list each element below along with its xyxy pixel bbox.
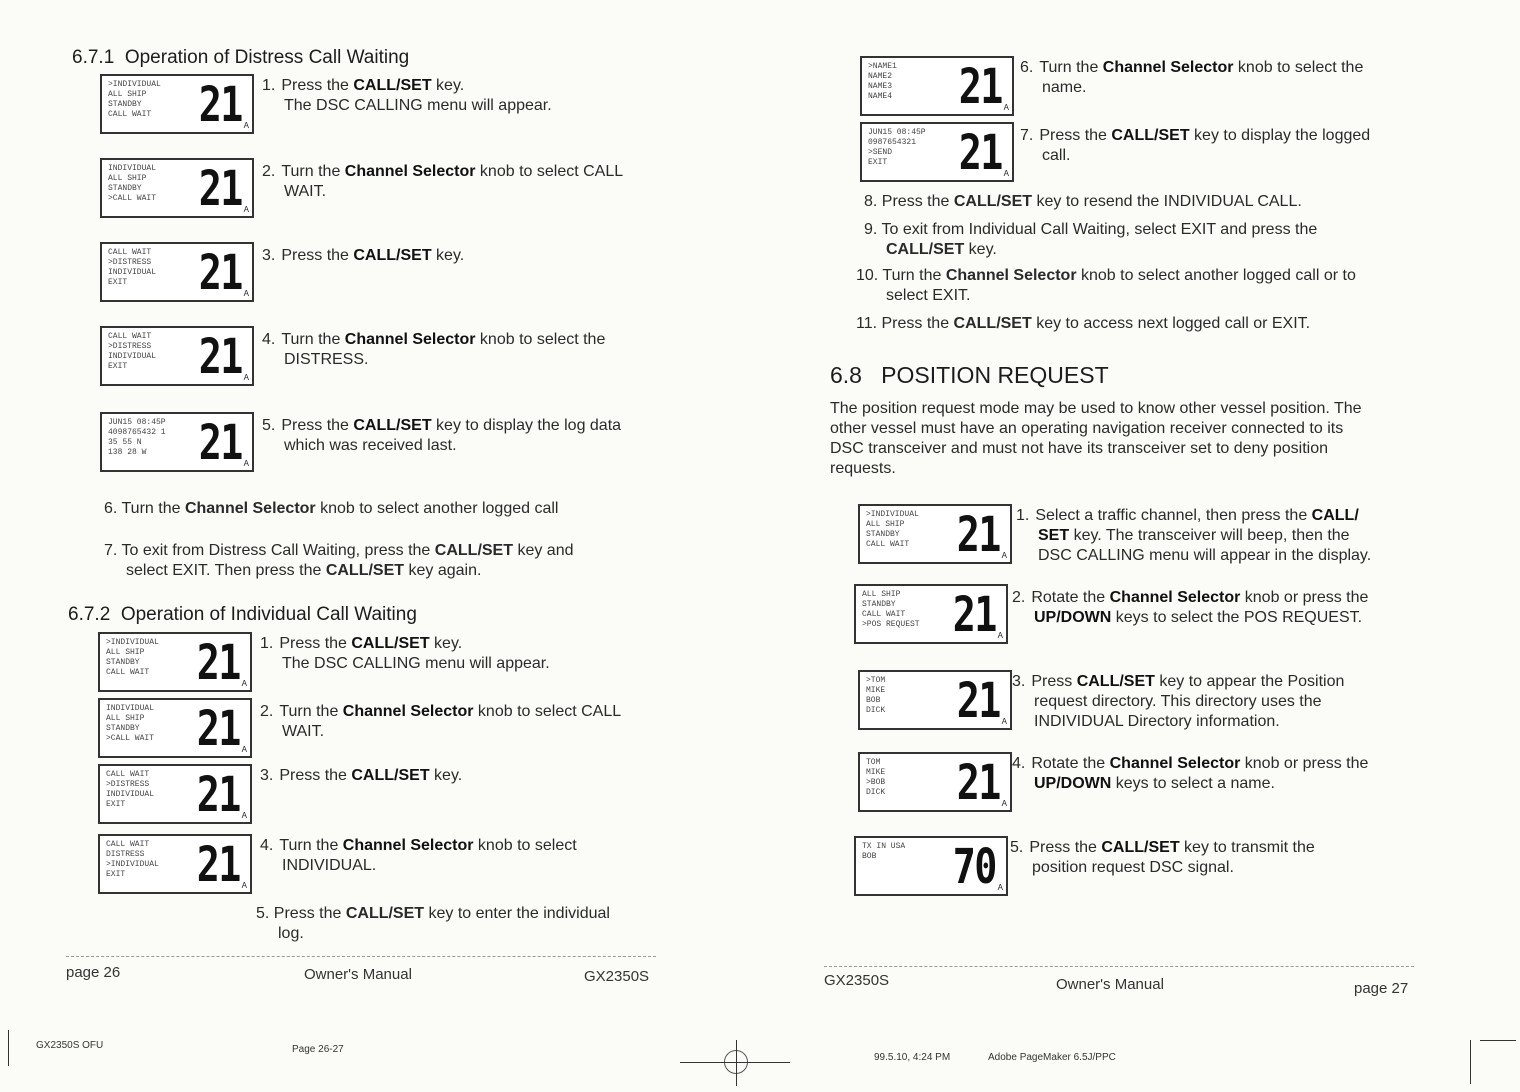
lcd-menu-line: INDIVIDUAL <box>108 352 157 361</box>
lcd-display <box>854 836 1008 896</box>
step-text: knob to select another logged call <box>315 500 559 517</box>
intro-line: requests. <box>830 460 896 477</box>
section-number: 6.8 <box>830 362 862 388</box>
lcd-channel-suffix: A <box>243 289 249 298</box>
lcd-menu-line: CALL WAIT <box>866 540 910 549</box>
step-text: Rotate the <box>1031 589 1110 606</box>
lcd-channel-suffix: A <box>1001 717 1007 726</box>
lcd-menu-line: INDIVIDUAL <box>108 268 157 277</box>
step-text: Turn the <box>279 703 343 720</box>
step-text: request directory. This directory uses the <box>1034 693 1322 710</box>
step-text: 10. Turn the <box>856 267 946 284</box>
step-item <box>1012 754 1368 794</box>
step-item <box>1020 126 1370 166</box>
lcd-menu-line: >CALL WAIT <box>106 734 155 743</box>
step-text: knob to select CALL <box>475 163 624 180</box>
lcd-menu-line: 0987654321 <box>868 138 917 147</box>
lcd-channel-suffix: A <box>997 631 1003 640</box>
lcd-menu-line: >SEND <box>868 148 893 157</box>
lcd-display <box>98 698 252 758</box>
step-text: Press the <box>279 767 352 784</box>
step-bold: CALL/SET <box>353 417 432 434</box>
lcd-channel-number: 21 <box>956 755 1000 811</box>
step-671-6 <box>104 499 558 519</box>
step-item <box>1010 838 1315 878</box>
print-application: Adobe PageMaker 6.5J/PPC <box>988 1052 1116 1063</box>
step-text: select EXIT. <box>886 287 971 304</box>
lcd-channel-number: 70 <box>952 839 996 895</box>
step-bold: CALL/SET <box>953 193 1033 210</box>
step-item <box>1012 672 1344 732</box>
lcd-menu-text <box>108 248 184 288</box>
step-number: 4. <box>260 837 274 854</box>
step-bold: Channel Selector <box>344 163 476 180</box>
step-bold: Channel Selector <box>945 267 1077 284</box>
lcd-menu-line: ALL SHIP <box>866 520 905 529</box>
lcd-menu-line: BOB <box>866 696 881 705</box>
step-item <box>262 76 552 116</box>
step-text: key to resend the INDIVIDUAL CALL. <box>1032 193 1302 210</box>
step-bold: Channel Selector <box>184 500 316 517</box>
lcd-menu-line: JUN15 08:45P <box>868 128 926 137</box>
step-9 <box>864 220 1317 260</box>
step-bold: CALL/ <box>1311 507 1359 524</box>
lcd-menu-line: >DISTRESS <box>106 780 150 789</box>
footer-page-number: page 26 <box>66 964 121 981</box>
lcd-menu-line: STANDBY <box>108 184 142 193</box>
crop-mark <box>1470 1040 1471 1084</box>
step-bold: CALL/SET <box>1111 127 1190 144</box>
step-10 <box>856 266 1356 306</box>
step-text: INDIVIDUAL. <box>282 857 377 874</box>
lcd-channel-suffix: A <box>243 205 249 214</box>
lcd-menu-line: STANDBY <box>866 530 900 539</box>
step-text: name. <box>1042 79 1087 96</box>
step-bold: CALL/SET <box>345 905 425 922</box>
lcd-channel-number: 21 <box>196 767 240 823</box>
step-bold: CALL/SET <box>353 77 432 94</box>
footer-model: GX2350S <box>584 968 650 985</box>
lcd-channel-number: 21 <box>196 701 240 757</box>
step-bold: Channel Selector <box>342 837 474 854</box>
lcd-menu-line: ALL SHIP <box>108 174 147 183</box>
step-bold: CALL/SET <box>325 562 405 579</box>
lcd-menu-line: DICK <box>866 788 886 797</box>
lcd-menu-text <box>866 758 942 798</box>
step-bold: CALL/SET <box>1101 839 1180 856</box>
lcd-channel-number: 21 <box>198 77 242 133</box>
lcd-menu-line: STANDBY <box>106 724 140 733</box>
step-text: key. <box>431 247 465 264</box>
lcd-channel-suffix: A <box>243 459 249 468</box>
lcd-menu-line: 4098765432 1 <box>108 428 166 437</box>
lcd-display <box>100 74 254 134</box>
lcd-display <box>100 326 254 386</box>
lcd-channel-number: 21 <box>198 161 242 217</box>
step-text: Press the <box>279 635 352 652</box>
lcd-menu-line: 35 55 N <box>108 438 142 447</box>
lcd-channel-suffix: A <box>1003 169 1009 178</box>
section-heading-672 <box>68 604 417 626</box>
step-text: 8. Press the <box>864 193 954 210</box>
step-text: Press the <box>281 417 354 434</box>
step-number: 2. <box>262 163 276 180</box>
lcd-menu-line: NAME4 <box>868 92 893 101</box>
step-text: key. <box>431 77 465 94</box>
lcd-channel-suffix: A <box>997 883 1003 892</box>
lcd-menu-line: CALL WAIT <box>862 610 906 619</box>
print-timestamp: 99.5.10, 4:24 PM <box>874 1052 951 1063</box>
lcd-menu-line: CALL WAIT <box>108 110 152 119</box>
lcd-menu-text <box>868 62 944 102</box>
lcd-channel-suffix: A <box>241 811 247 820</box>
step-number: 3. <box>262 247 276 264</box>
lcd-menu-line: TOM <box>866 758 881 767</box>
step-item <box>260 836 577 876</box>
step-672-5 <box>256 904 610 944</box>
intro-line: The position request mode may be used to know other vessel position. The <box>830 400 1362 417</box>
lcd-menu-line: INDIVIDUAL <box>106 704 155 713</box>
step-text: knob or press the <box>1240 589 1369 606</box>
step-text: WAIT. <box>282 723 325 740</box>
lcd-menu-line: >BOB <box>866 778 886 787</box>
lcd-menu-line: CALL WAIT <box>108 332 152 341</box>
lcd-menu-line: INDIVIDUAL <box>106 790 155 799</box>
lcd-menu-line: ALL SHIP <box>106 648 145 657</box>
lcd-menu-text <box>108 418 184 458</box>
lcd-menu-text <box>106 704 182 744</box>
lcd-channel-number: 21 <box>196 837 240 893</box>
lcd-menu-text <box>106 638 182 678</box>
step-text: 5. Press the <box>256 905 346 922</box>
lcd-menu-line: STANDBY <box>108 100 142 109</box>
lcd-menu-line: >DISTRESS <box>108 342 152 351</box>
step-bold: SET <box>1038 527 1070 544</box>
print-slug: GX2350S OFU <box>36 1040 104 1051</box>
step-text: knob or press the <box>1240 755 1369 772</box>
lcd-menu-line: NAME2 <box>868 72 893 81</box>
step-text: Press the <box>281 77 354 94</box>
lcd-menu-line: MIKE <box>866 686 886 695</box>
lcd-menu-line: NAME3 <box>868 82 893 91</box>
lcd-display <box>858 504 1012 564</box>
lcd-menu-line: >CALL WAIT <box>108 194 157 203</box>
step-number: 5. <box>262 417 276 434</box>
lcd-channel-number: 21 <box>956 507 1000 563</box>
lcd-menu-line: CALL WAIT <box>106 668 150 677</box>
section-title: Operation of Distress Call Waiting <box>124 47 410 68</box>
step-bold: CALL/SET <box>353 247 432 264</box>
footer-rule <box>824 966 1414 967</box>
intro-line: DSC transceiver and must not have its transceiver set to deny position <box>830 440 1329 457</box>
lcd-display <box>98 834 252 894</box>
lcd-display <box>100 242 254 302</box>
step-text: knob to select the <box>475 331 606 348</box>
lcd-channel-number: 21 <box>198 329 242 385</box>
lcd-channel-number: 21 <box>956 673 1000 729</box>
lcd-display <box>858 670 1012 730</box>
lcd-menu-line: EXIT <box>106 800 126 809</box>
lcd-menu-line: >NAME1 <box>868 62 897 71</box>
step-text: which was received last. <box>284 437 457 454</box>
step-number: 4. <box>262 331 276 348</box>
step-number: 3. <box>1012 673 1026 690</box>
lcd-menu-line: ALL SHIP <box>106 714 145 723</box>
step-text: Select a traffic channel, then press the <box>1035 507 1312 524</box>
step-text: call. <box>1042 147 1071 164</box>
step-text: knob to select <box>473 837 577 854</box>
lcd-menu-line: EXIT <box>108 278 128 287</box>
lcd-channel-number: 21 <box>958 59 1002 115</box>
step-bold: CALL/SET <box>1076 673 1155 690</box>
lcd-menu-line: >INDIVIDUAL <box>866 510 919 519</box>
lcd-display <box>854 584 1008 644</box>
step-text: knob to select the <box>1233 59 1364 76</box>
step-text: key. <box>964 241 997 258</box>
step-text: WAIT. <box>284 183 327 200</box>
step-bold: Channel Selector <box>1109 755 1241 772</box>
step-8 <box>864 192 1302 212</box>
lcd-menu-text <box>866 676 942 716</box>
step-671-7 <box>104 541 573 581</box>
lcd-display <box>100 412 254 472</box>
lcd-menu-line: STANDBY <box>106 658 140 667</box>
footer-model: GX2350S <box>824 972 890 989</box>
step-bold: CALL/SET <box>351 767 430 784</box>
lcd-menu-line: >INDIVIDUAL <box>106 860 159 869</box>
step-bold: UP/DOWN <box>1034 775 1112 792</box>
step-text: key and <box>513 542 574 559</box>
step-text: key to transmit the <box>1179 839 1315 856</box>
step-item <box>262 246 464 266</box>
lcd-display <box>860 56 1014 116</box>
lcd-display <box>100 158 254 218</box>
step-text: 7. To exit from Distress Call Waiting, press the <box>104 542 435 559</box>
lcd-menu-line: >INDIVIDUAL <box>106 638 159 647</box>
section-heading-671 <box>72 47 409 69</box>
lcd-menu-text <box>106 840 182 880</box>
lcd-menu-line: BOB <box>862 852 877 861</box>
right-page <box>760 0 1520 1092</box>
lcd-channel-suffix: A <box>241 881 247 890</box>
step-text: Press <box>1031 673 1077 690</box>
step-text: Turn the <box>1039 59 1103 76</box>
lcd-channel-suffix: A <box>241 745 247 754</box>
lcd-menu-line: ALL SHIP <box>862 590 901 599</box>
footer-page-number: page 27 <box>1354 980 1409 997</box>
lcd-channel-suffix: A <box>241 679 247 688</box>
step-number: 1. <box>260 635 274 652</box>
footer-rule <box>66 956 656 957</box>
step-item <box>260 702 621 742</box>
lcd-menu-text <box>862 590 938 630</box>
lcd-menu-line: >POS REQUEST <box>862 620 920 629</box>
step-text: knob to select another logged call or to <box>1076 267 1356 284</box>
step-text: 11. Press the <box>856 315 954 332</box>
step-number: 2. <box>260 703 274 720</box>
step-text: key to access next logged call or EXIT. <box>1031 315 1311 332</box>
lcd-menu-text <box>862 842 938 862</box>
step-bold: CALL/SET <box>351 635 430 652</box>
lcd-menu-line: ALL SHIP <box>108 90 147 99</box>
step-text: key to display the logged <box>1189 127 1371 144</box>
lcd-channel-suffix: A <box>1001 551 1007 560</box>
step-bold: Channel Selector <box>344 331 476 348</box>
lcd-channel-suffix: A <box>1001 799 1007 808</box>
step-text: The DSC CALLING menu will appear. <box>282 655 550 672</box>
step-item <box>1016 506 1371 566</box>
step-text: key to display the log data <box>431 417 622 434</box>
lcd-display <box>98 632 252 692</box>
step-bold: CALL/SET <box>434 542 513 559</box>
lcd-menu-text <box>868 128 944 168</box>
step-bold: Channel Selector <box>1109 589 1241 606</box>
step-item <box>260 766 462 786</box>
lcd-channel-number: 21 <box>958 125 1002 181</box>
lcd-menu-line: TX IN USA <box>862 842 906 851</box>
step-number: 7. <box>1020 127 1034 144</box>
lcd-channel-number: 21 <box>196 635 240 691</box>
step-text: DISTRESS. <box>284 351 369 368</box>
step-number: 5. <box>1010 839 1024 856</box>
step-bold: CALL/SET <box>886 241 965 258</box>
step-text: Turn the <box>279 837 343 854</box>
step-text: key. <box>429 767 463 784</box>
crop-mark <box>736 1040 737 1086</box>
step-bold: Channel Selector <box>1102 59 1234 76</box>
step-bold: UP/DOWN <box>1034 609 1112 626</box>
step-text: key again. <box>404 562 482 579</box>
lcd-menu-line: EXIT <box>106 870 126 879</box>
step-text: 6. Turn the <box>104 500 185 517</box>
lcd-menu-text <box>108 164 184 204</box>
step-text: knob to select CALL <box>473 703 622 720</box>
lcd-channel-number: 21 <box>952 587 996 643</box>
step-text: 9. To exit from Individual Call Waiting, select EXIT and press the <box>864 221 1318 238</box>
step-number: 4. <box>1012 755 1026 772</box>
lcd-menu-line: >DISTRESS <box>108 258 152 267</box>
step-text: INDIVIDUAL Directory information. <box>1034 713 1280 730</box>
lcd-menu-text <box>108 80 184 120</box>
step-bold: Channel Selector <box>342 703 474 720</box>
section-heading-68 <box>830 362 1109 389</box>
lcd-channel-suffix: A <box>243 121 249 130</box>
section-intro <box>830 399 1430 479</box>
step-item <box>260 634 550 674</box>
step-number: 2. <box>1012 589 1026 606</box>
step-text: keys to select the POS REQUEST. <box>1111 609 1363 626</box>
lcd-menu-line: CALL WAIT <box>106 770 150 779</box>
section-number: 6.7.2 <box>68 604 111 625</box>
footer-title: Owner's Manual <box>1056 976 1164 993</box>
step-item <box>262 162 623 202</box>
lcd-menu-text <box>106 770 182 810</box>
lcd-display <box>858 752 1012 812</box>
step-text: key to enter the individual <box>424 905 610 922</box>
lcd-channel-number: 21 <box>198 245 242 301</box>
step-text: The DSC CALLING menu will appear. <box>284 97 552 114</box>
step-item <box>1020 58 1363 98</box>
step-number: 6. <box>1020 59 1034 76</box>
lcd-menu-line: 138 28 W <box>108 448 147 457</box>
intro-line: other vessel must have an operating navigation receiver connected to its <box>830 420 1344 437</box>
lcd-menu-text <box>108 332 184 372</box>
lcd-menu-text <box>866 510 942 550</box>
lcd-menu-line: >INDIVIDUAL <box>108 80 161 89</box>
step-text: key to appear the Position <box>1154 673 1345 690</box>
lcd-menu-line: JUN15 08:45P <box>108 418 166 427</box>
step-text: Press the <box>1029 839 1102 856</box>
step-text: Press the <box>281 247 354 264</box>
lcd-display <box>98 764 252 824</box>
lcd-menu-line: EXIT <box>868 158 888 167</box>
step-text: Turn the <box>281 331 345 348</box>
lcd-menu-line: CALL WAIT <box>106 840 150 849</box>
lcd-menu-line: DICK <box>866 706 886 715</box>
lcd-channel-number: 21 <box>198 415 242 471</box>
print-pages: Page 26-27 <box>292 1044 344 1055</box>
step-text: position request DSC signal. <box>1032 859 1234 876</box>
step-text: log. <box>278 925 304 942</box>
section-title: POSITION REQUEST <box>881 362 1109 388</box>
lcd-menu-line: INDIVIDUAL <box>108 164 157 173</box>
left-page <box>0 0 700 1092</box>
lcd-display <box>860 122 1014 182</box>
step-text: Rotate the <box>1031 755 1110 772</box>
step-text: Press the <box>1039 127 1112 144</box>
lcd-channel-suffix: A <box>1003 103 1009 112</box>
lcd-menu-line: STANDBY <box>862 600 896 609</box>
lcd-menu-line: EXIT <box>108 362 128 371</box>
step-number: 3. <box>260 767 274 784</box>
section-number: 6.7.1 <box>72 47 115 68</box>
step-number: 1. <box>262 77 276 94</box>
step-number: 1. <box>1016 507 1030 524</box>
step-item <box>262 330 605 370</box>
step-item <box>262 416 621 456</box>
step-bold: CALL/SET <box>953 315 1032 332</box>
crop-mark <box>1480 1040 1516 1041</box>
footer-title: Owner's Manual <box>304 966 412 983</box>
step-text: select EXIT. Then press the <box>126 562 326 579</box>
lcd-menu-line: DISTRESS <box>106 850 145 859</box>
step-item <box>1012 588 1368 628</box>
lcd-menu-line: CALL WAIT <box>108 248 152 257</box>
step-text: Turn the <box>281 163 345 180</box>
step-text: key. The transceiver will beep, then the <box>1069 527 1350 544</box>
lcd-menu-line: >TOM <box>866 676 886 685</box>
section-title: Operation of Individual Call Waiting <box>120 604 417 625</box>
lcd-channel-suffix: A <box>243 373 249 382</box>
lcd-menu-line: MIKE <box>866 768 886 777</box>
step-text: DSC CALLING menu will appear in the display. <box>1038 547 1372 564</box>
step-text: keys to select a name. <box>1111 775 1275 792</box>
step-text: key. <box>429 635 463 652</box>
step-11 <box>856 314 1310 334</box>
crop-mark <box>8 1030 9 1066</box>
